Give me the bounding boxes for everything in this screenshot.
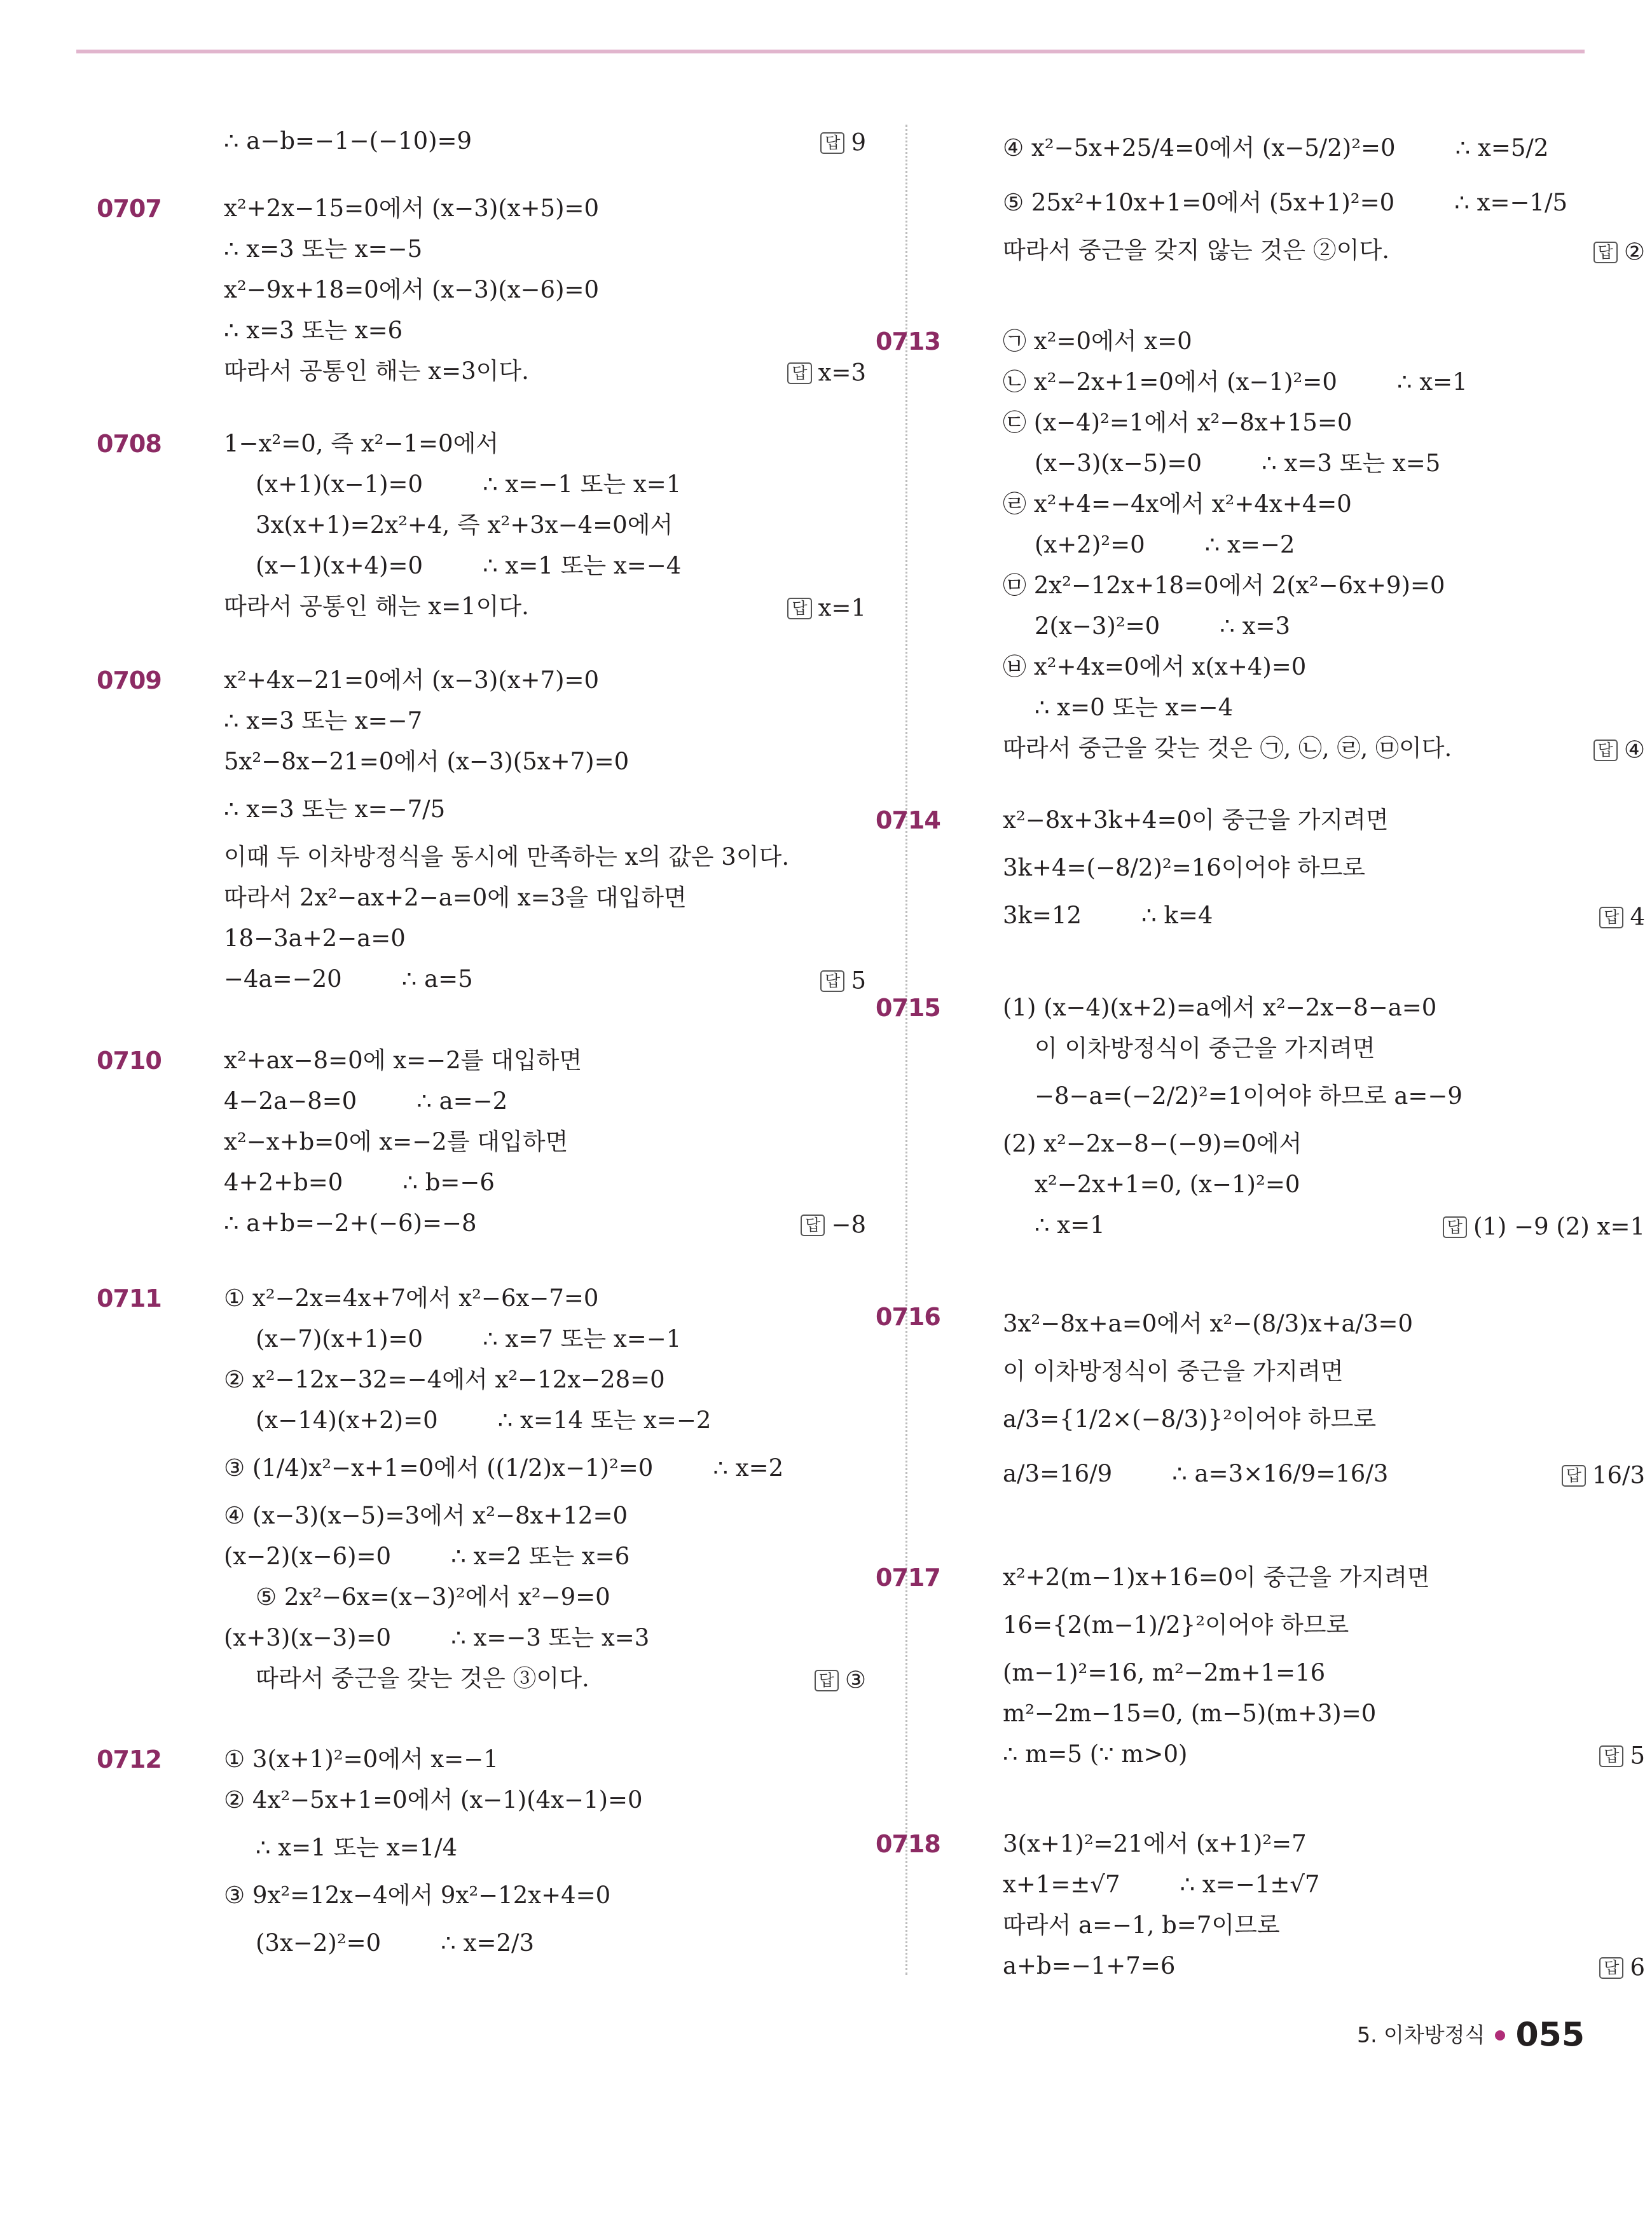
answer-value: 6 xyxy=(1630,1953,1645,1981)
solution-text: ∴ a+b=−2+(−6)=−8 xyxy=(224,1209,477,1237)
problem-number: 0707 xyxy=(97,195,162,223)
solution-line xyxy=(1003,1164,1645,1205)
bullet-icon xyxy=(1495,2030,1505,2041)
answer xyxy=(1593,230,1645,273)
answer-value: ③ xyxy=(844,1666,866,1694)
solution-line xyxy=(224,1739,866,1780)
solution-line xyxy=(224,918,866,959)
solution-line xyxy=(224,741,866,782)
problem-block xyxy=(97,1739,866,1971)
problem-block xyxy=(224,121,866,162)
solution-line xyxy=(224,1081,866,1122)
problem-block xyxy=(97,1278,866,1699)
answer-value: 5 xyxy=(851,967,866,995)
column-divider xyxy=(905,125,907,1975)
solution-text: x²+2x−15=0에서 (x−3)(x+5)=0 xyxy=(224,195,600,222)
solution-line xyxy=(1003,988,1645,1028)
solution-line xyxy=(224,1536,866,1577)
solution-line xyxy=(224,1359,866,1400)
solution-text: 따라서 중근을 갖는 것은 ㉠, ㉡, ㉣, ㉤이다. xyxy=(1003,734,1452,762)
problem-block xyxy=(876,1297,1645,1501)
answer-value: ④ xyxy=(1623,736,1645,764)
problem-number: 0716 xyxy=(876,1303,940,1331)
solution-text: (x+1)(x−1)=0 ∴ x=−1 또는 x=1 xyxy=(256,471,682,498)
solution-text: (x−3)(x−5)=0 ∴ x=3 또는 x=5 xyxy=(1035,450,1441,477)
solution-line xyxy=(224,1162,866,1203)
solution-text: 3x(x+1)=2x²+4, 즉 x²+3x−4=0에서 xyxy=(256,511,673,539)
solution-line xyxy=(224,1040,866,1081)
answer-mark-icon: 답 xyxy=(820,970,844,992)
solution-text: ④ x²−5x+25/4=0에서 (x−5/2)²=0 ∴ x=5/2 xyxy=(1003,134,1549,162)
problem-number: 0709 xyxy=(97,666,162,694)
solution-text: 따라서 공통인 해는 x=1이다. xyxy=(224,593,529,620)
solution-line xyxy=(1003,321,1645,362)
solution-text: ∴ x=1 xyxy=(1035,1211,1105,1239)
solution-text: 이 이차방정식이 중근을 가지려면 xyxy=(1035,1035,1375,1062)
answer-mark-icon: 답 xyxy=(820,132,844,154)
solution-text: 따라서 2x²−ax+2−a=0에 x=3을 대입하면 xyxy=(224,884,687,911)
solution-text: (x−7)(x+1)=0 ∴ x=7 또는 x=−1 xyxy=(256,1325,682,1352)
answer-value: −8 xyxy=(831,1211,866,1239)
solution-text: x²−x+b=0에 x=−2를 대입하면 xyxy=(224,1128,568,1155)
solution-line xyxy=(1003,1205,1645,1246)
solution-text: (x−1)(x+4)=0 ∴ x=1 또는 x=−4 xyxy=(256,552,682,579)
answer-mark-icon: 답 xyxy=(787,362,811,384)
solution-text: ∴ x=0 또는 x=−4 xyxy=(1035,694,1234,721)
solution-line xyxy=(1003,565,1645,606)
solution-text: x²+ax−8=0에 x=−2를 대입하면 xyxy=(224,1047,582,1074)
solution-text: ㉥ x²+4x=0에서 x(x+4)=0 xyxy=(1003,653,1307,680)
solution-line xyxy=(1003,443,1645,484)
solution-text: 3x²−8x+a=0에서 x²−(8/3)x+a/3=0 xyxy=(1003,1310,1414,1337)
solution-line xyxy=(1003,1824,1645,1864)
problem-number: 0718 xyxy=(876,1830,940,1858)
solution-line xyxy=(1003,362,1645,403)
solution-text: 1−x²=0, 즉 x²−1=0에서 xyxy=(224,430,499,457)
solution-text: a/3={1/2×(−8/3)}²이어야 하므로 xyxy=(1003,1405,1377,1433)
problem-block xyxy=(876,800,1645,936)
answer-mark-icon: 답 xyxy=(1599,1957,1623,1979)
solution-text: ① 3(x+1)²=0에서 x=−1 xyxy=(224,1745,499,1773)
solution-line xyxy=(224,546,866,586)
solution-line xyxy=(224,1122,866,1162)
answer xyxy=(820,121,866,163)
solution-line xyxy=(1003,1297,1645,1351)
solution-line xyxy=(224,423,866,464)
solution-line xyxy=(224,505,866,546)
solution-line xyxy=(224,1658,866,1699)
solution-line xyxy=(1003,1693,1645,1734)
solution-line xyxy=(224,782,866,837)
solution-line xyxy=(224,1203,866,1244)
solution-text: (3x−2)²=0 ∴ x=2/3 xyxy=(256,1929,535,1957)
solution-line xyxy=(224,1875,866,1916)
problem-number: 0712 xyxy=(97,1745,162,1773)
answer-value: x=1 xyxy=(818,594,866,622)
solution-text: ③ (1/4)x²−x+1=0에서 ((1/2)x−1)²=0 ∴ x=2 xyxy=(224,1454,784,1482)
solution-line xyxy=(224,1496,866,1536)
solution-text: 18−3a+2−a=0 xyxy=(224,925,406,952)
answer-mark-icon: 답 xyxy=(1593,242,1618,263)
solution-line xyxy=(1003,176,1645,230)
answer xyxy=(1599,895,1645,938)
answer-mark-icon: 답 xyxy=(787,598,811,619)
solution-line xyxy=(1003,484,1645,525)
solution-line xyxy=(224,121,866,162)
solution-line xyxy=(1003,1069,1645,1124)
solution-line xyxy=(1003,1557,1645,1598)
solution-text: ㉣ x²+4=−4x에서 x²+4x+4=0 xyxy=(1003,490,1352,518)
solution-line xyxy=(224,586,866,627)
solution-line xyxy=(1003,121,1645,176)
solution-line xyxy=(224,1400,866,1441)
solution-text: −8−a=(−2/2)²=1이어야 하므로 a=−9 xyxy=(1035,1082,1463,1110)
solution-line xyxy=(1003,1598,1645,1653)
answer-value: 9 xyxy=(851,128,866,156)
solution-text: 따라서 중근을 갖지 않는 것은 ②이다. xyxy=(1003,237,1389,264)
solution-text: (2) x²−2x−8−(−9)=0에서 xyxy=(1003,1130,1302,1157)
solution-line xyxy=(1003,1905,1645,1946)
solution-line xyxy=(224,1618,866,1658)
solution-text: (x+2)²=0 ∴ x=−2 xyxy=(1035,531,1295,558)
answer xyxy=(1599,1946,1645,1988)
solution-text: ∴ x=1 또는 x=1/4 xyxy=(256,1834,458,1861)
answer-mark-icon: 답 xyxy=(1593,740,1618,761)
solution-text: ㉢ (x−4)²=1에서 x²−8x+15=0 xyxy=(1003,409,1353,436)
solution-text: x²+2(m−1)x+16=0이 중근을 가지려면 xyxy=(1003,1564,1430,1591)
problem-block xyxy=(97,423,866,627)
solution-line xyxy=(1003,1653,1645,1693)
solution-line xyxy=(1003,230,1645,271)
solution-line xyxy=(224,1916,866,1971)
solution-text: (x+3)(x−3)=0 ∴ x=−3 또는 x=3 xyxy=(224,1624,650,1651)
solution-text: ⑤ 25x²+10x+1=0에서 (5x+1)²=0 ∴ x=−1/5 xyxy=(1003,189,1567,216)
solution-line xyxy=(224,1820,866,1875)
solution-line xyxy=(224,1319,866,1359)
page-number: 055 xyxy=(1515,2016,1585,2054)
solution-text: x²−2x+1=0, (x−1)²=0 xyxy=(1035,1171,1300,1198)
solution-line xyxy=(1003,1351,1645,1392)
solution-text: ③ 9x²=12x−4에서 9x²−12x+4=0 xyxy=(224,1882,611,1909)
solution-line xyxy=(224,660,866,701)
solution-text: (1) (x−4)(x+2)=a에서 x²−2x−8−a=0 xyxy=(1003,994,1437,1021)
answer xyxy=(815,1658,866,1701)
problem-number: 0711 xyxy=(97,1284,162,1312)
answer xyxy=(787,586,866,629)
top-rule xyxy=(76,50,1585,53)
solution-text: 따라서 공통인 해는 x=3이다. xyxy=(224,357,529,385)
solution-line xyxy=(1003,403,1645,443)
problem-number: 0715 xyxy=(876,994,940,1022)
answer-mark-icon: 답 xyxy=(1599,1745,1623,1767)
problem-block xyxy=(876,988,1645,1246)
solution-text: 5x²−8x−21=0에서 (x−3)(5x+7)=0 xyxy=(224,748,630,775)
solution-line xyxy=(224,188,866,229)
solution-line xyxy=(1003,841,1645,895)
solution-line xyxy=(224,878,866,918)
answer-value: x=3 xyxy=(818,359,866,387)
solution-text: a/3=16/9 ∴ a=3×16/9=16/3 xyxy=(1003,1460,1389,1487)
solution-line xyxy=(224,837,866,878)
solution-text: ⑤ 2x²−6x=(x−3)²에서 x²−9=0 xyxy=(256,1583,610,1611)
solution-line xyxy=(1003,895,1645,936)
solution-line xyxy=(1003,525,1645,565)
solution-text: −4a=−20 ∴ a=5 xyxy=(224,965,473,993)
solution-line xyxy=(1003,800,1645,841)
solution-text: ④ (x−3)(x−5)=3에서 x²−8x+12=0 xyxy=(224,1502,628,1529)
answer-mark-icon: 답 xyxy=(815,1670,839,1691)
problem-number: 0713 xyxy=(876,327,940,355)
problem-block xyxy=(876,1557,1645,1775)
answer xyxy=(1599,1734,1645,1777)
solution-text: ∴ m=5 (∵ m>0) xyxy=(1003,1740,1188,1768)
solution-line xyxy=(1003,728,1645,769)
solution-text: ∴ a−b=−1−(−10)=9 xyxy=(224,127,472,155)
answer-mark-icon: 답 xyxy=(1562,1465,1586,1487)
solution-line xyxy=(1003,1447,1645,1501)
solution-text: ② 4x²−5x+1=0에서 (x−1)(4x−1)=0 xyxy=(224,1786,643,1814)
solution-line xyxy=(1003,647,1645,687)
solution-line xyxy=(1003,1734,1645,1775)
answer xyxy=(1443,1205,1645,1248)
solution-line xyxy=(224,959,866,1000)
solution-line xyxy=(224,1441,866,1496)
problem-block xyxy=(876,1824,1645,1986)
answer-mark-icon: 답 xyxy=(1599,907,1623,928)
problem-number: 0708 xyxy=(97,430,162,458)
solution-text: 3k=12 ∴ k=4 xyxy=(1003,902,1213,929)
solution-text: m²−2m−15=0, (m−5)(m+3)=0 xyxy=(1003,1700,1377,1727)
solution-text: 2(x−3)²=0 ∴ x=3 xyxy=(1035,612,1290,640)
solution-text: ② x²−12x−32=−4에서 x²−12x−28=0 xyxy=(224,1366,665,1393)
solution-line xyxy=(224,1278,866,1319)
problem-block xyxy=(876,321,1645,769)
solution-text: ∴ x=3 또는 x=−7/5 xyxy=(224,795,446,823)
problem-number: 0710 xyxy=(97,1047,162,1075)
problem-block xyxy=(97,1040,866,1244)
answer-value: 16/3 xyxy=(1592,1461,1645,1489)
solution-text: 16={2(m−1)/2}²이어야 하므로 xyxy=(1003,1611,1349,1639)
problem-number: 0714 xyxy=(876,806,940,834)
answer xyxy=(820,959,866,1001)
solution-line xyxy=(224,1780,866,1820)
chapter-label: 5. 이차방정식 xyxy=(1357,2022,1485,2048)
solution-text: 4−2a−8=0 ∴ a=−2 xyxy=(224,1087,508,1115)
solution-text: a+b=−1+7=6 xyxy=(1003,1952,1176,1979)
solution-text: 3(x+1)²=21에서 (x+1)²=7 xyxy=(1003,1830,1307,1857)
solution-line xyxy=(224,310,866,351)
answer xyxy=(787,351,866,394)
answer-value: 4 xyxy=(1630,903,1645,931)
solution-line xyxy=(224,351,866,392)
solution-text: 이때 두 이차방정식을 동시에 만족하는 x의 값은 3이다. xyxy=(224,843,790,871)
problem-block xyxy=(1003,121,1645,271)
solution-text: ∴ x=3 또는 x=−7 xyxy=(224,707,423,734)
solution-text: ㉡ x²−2x+1=0에서 (x−1)²=0 ∴ x=1 xyxy=(1003,368,1468,396)
page-footer xyxy=(1357,2008,1585,2059)
solution-text: 4+2+b=0 ∴ b=−6 xyxy=(224,1169,495,1196)
problem-block xyxy=(97,660,866,1000)
solution-line xyxy=(1003,1946,1645,1986)
problem-block xyxy=(97,188,866,392)
solution-line xyxy=(1003,1028,1645,1069)
solution-text: ∴ x=3 또는 x=6 xyxy=(224,317,403,344)
solution-text: x²+4x−21=0에서 (x−3)(x+7)=0 xyxy=(224,666,600,694)
answer-mark-icon: 답 xyxy=(1443,1216,1467,1238)
solution-line xyxy=(1003,606,1645,647)
solution-text: ㉤ 2x²−12x+18=0에서 2(x²−6x+9)=0 xyxy=(1003,572,1445,599)
answer-value: ② xyxy=(1623,238,1645,266)
solution-text: 따라서 a=−1, b=7이므로 xyxy=(1003,1911,1280,1939)
solution-text: 이 이차방정식이 중근을 가지려면 xyxy=(1003,1358,1344,1385)
solution-text: ∴ x=3 또는 x=−5 xyxy=(224,235,423,263)
problem-number: 0717 xyxy=(876,1564,940,1592)
answer xyxy=(801,1203,866,1246)
solution-line xyxy=(224,229,866,270)
solution-line xyxy=(224,464,866,505)
solution-line xyxy=(224,1577,866,1618)
solution-text: 3k+4=(−8/2)²=16이어야 하므로 xyxy=(1003,854,1366,881)
answer xyxy=(1593,728,1645,771)
solution-text: x+1=±√7 ∴ x=−1±√7 xyxy=(1003,1871,1320,1898)
solution-text: (x−2)(x−6)=0 ∴ x=2 또는 x=6 xyxy=(224,1543,630,1570)
solution-line xyxy=(1003,1392,1645,1447)
answer-value: (1) −9 (2) x=1 xyxy=(1473,1213,1645,1241)
solution-text: 따라서 중근을 갖는 것은 ③이다. xyxy=(256,1665,589,1692)
solution-line xyxy=(1003,687,1645,728)
solution-line xyxy=(224,701,866,741)
solution-text: ① x²−2x=4x+7에서 x²−6x−7=0 xyxy=(224,1284,599,1312)
solution-text: ㉠ x²=0에서 x=0 xyxy=(1003,327,1192,355)
solution-line xyxy=(1003,1124,1645,1164)
answer xyxy=(1562,1447,1645,1503)
solution-text: x²−8x+3k+4=0이 중근을 가지려면 xyxy=(1003,806,1389,834)
solution-text: (x−14)(x+2)=0 ∴ x=14 또는 x=−2 xyxy=(256,1407,712,1434)
solution-text: (m−1)²=16, m²−2m+1=16 xyxy=(1003,1659,1326,1686)
solution-line xyxy=(1003,1864,1645,1905)
answer-value: 5 xyxy=(1630,1742,1645,1770)
solution-line xyxy=(224,270,866,310)
answer-mark-icon: 답 xyxy=(801,1215,825,1236)
solution-text: x²−9x+18=0에서 (x−3)(x−6)=0 xyxy=(224,276,600,303)
